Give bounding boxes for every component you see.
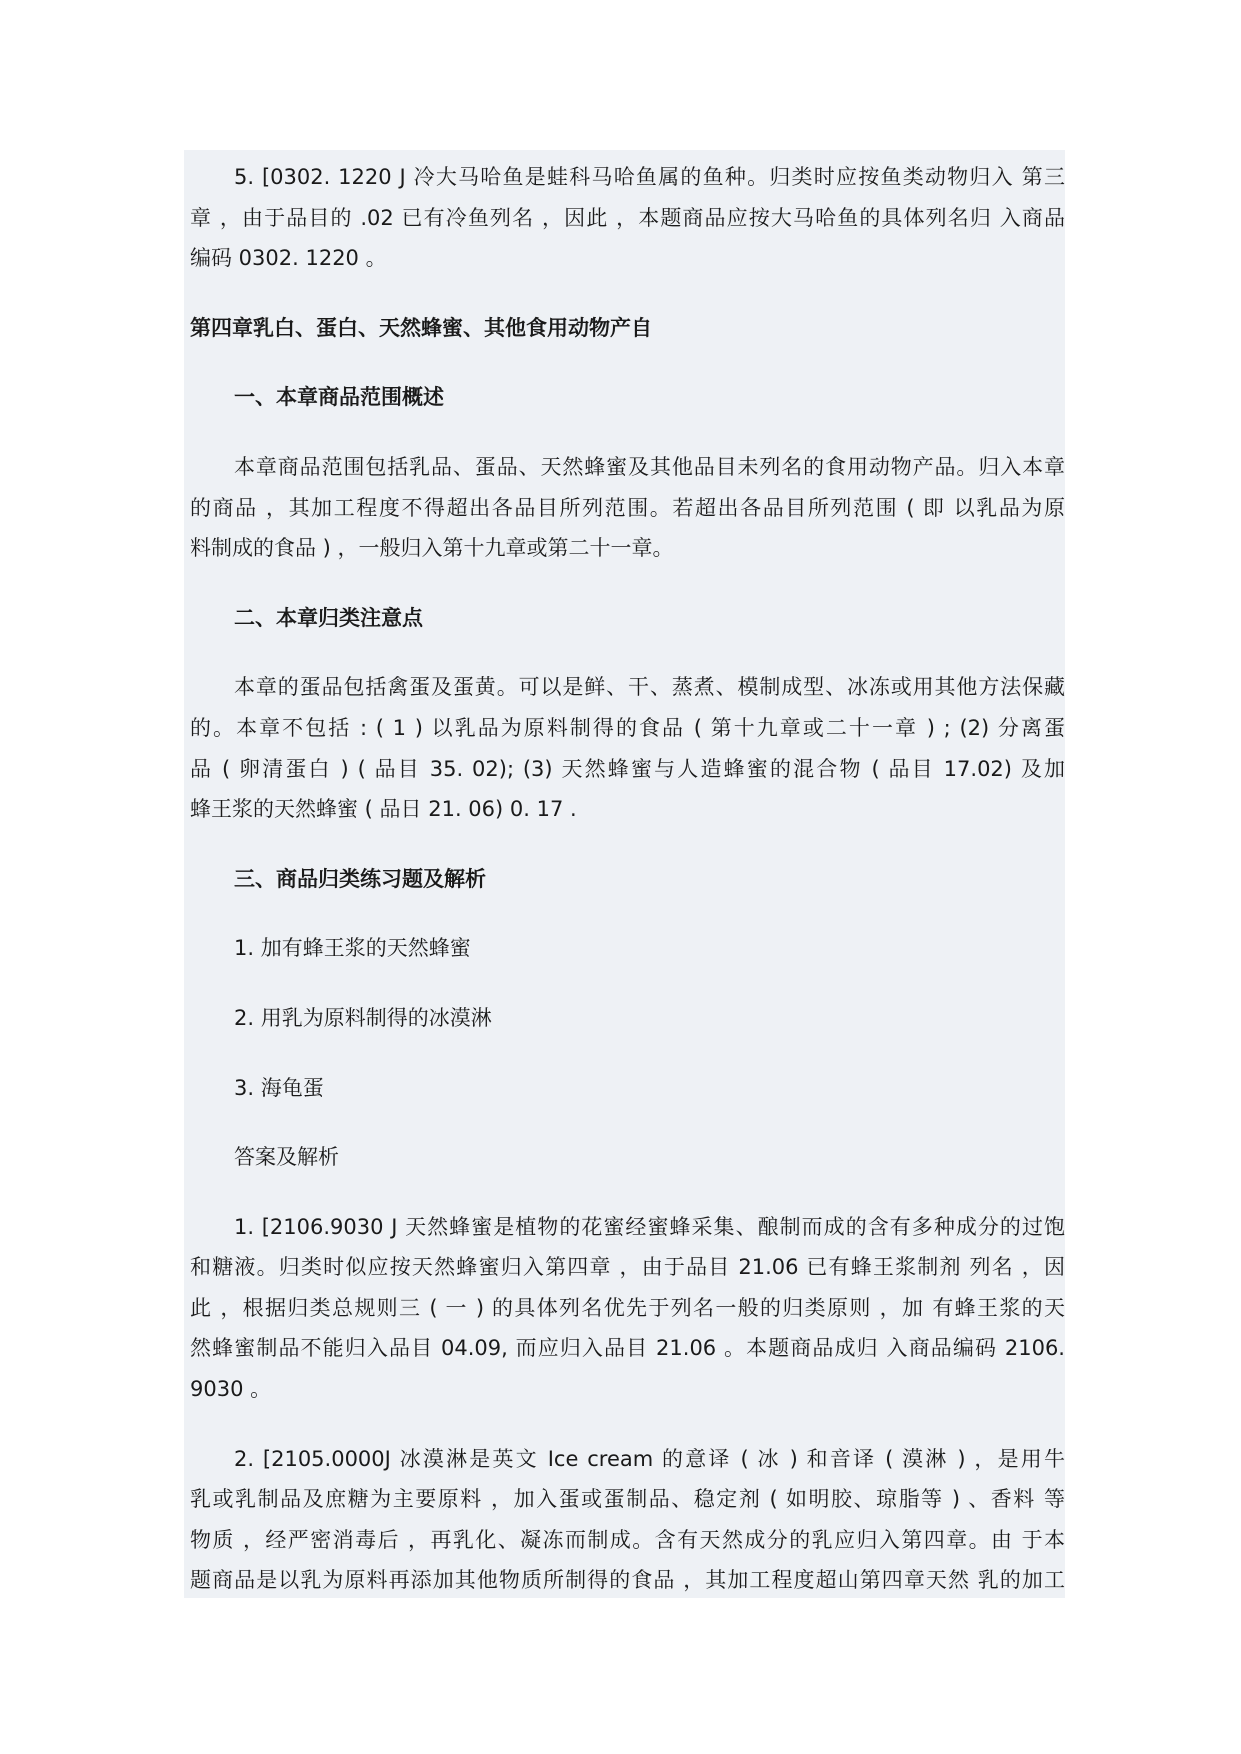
section-heading: 二、本章归类注意点 <box>234 605 423 630</box>
text-line: 料制成的食品 ) ，一般归入第十九章或第二十一章。 <box>190 536 674 561</box>
question-text: 2. 用乳为原料制得的冰漠淋 <box>234 1005 492 1030</box>
text-line: 物质 ，经严密消毒后 ，再乳化、凝冻而制成。含有天然成分的乳应归入第四章。由 于本 <box>190 1527 1065 1552</box>
text-line: 然蜂蜜制品不能归入品目 04.09, 而应归入品目 21.06 。本题商品成归 入商品编码 2106. <box>190 1336 1065 1361</box>
question-item <box>190 1068 1065 1109</box>
chapter-title-paragraph <box>190 308 1065 349</box>
text-line: 题商品是以乳为原料再添加其他物质所制得的食品 ，其加工程度超山第四章天然 乳的加工 <box>190 1568 1065 1593</box>
text-line: 5. [0302. 1220 J 冷大马哈鱼是蛙科马哈鱼属的鱼种。归类时应按鱼类动物归入 第三 <box>234 165 1065 189</box>
answer-1-paragraph <box>190 1207 1065 1410</box>
answers-heading: 答案及解析 <box>234 1145 339 1170</box>
chapter-title: 第四章乳白、蛋白、天然蜂蜜、其他食用动物产自 <box>190 315 652 340</box>
answer-2-paragraph <box>190 1439 1065 1601</box>
section-heading: 三、商品归类练习题及解析 <box>234 866 486 891</box>
question-text: 3. 海龟蛋 <box>234 1075 324 1100</box>
section-2-heading-paragraph <box>190 598 1065 639</box>
section-2-paragraph <box>190 667 1065 829</box>
question-item <box>190 928 1065 969</box>
text-line: 此 ，根据归类总规则三 ( 一 ) 的具体列名优先于列名一般的归类原则 ，加 有蜂王浆的天 <box>190 1295 1065 1320</box>
text-line: 2. [2105.0000J 冰漠淋是英文 Ice cream 的意译 ( 冰 ) 和音译 ( 漠淋 ) ，是用牛 <box>234 1446 1065 1471</box>
text-line: 编码 0302. 1220 。 <box>190 246 387 271</box>
question-item <box>190 998 1065 1039</box>
text-line: 本章商品范围包括乳品、蛋品、天然蜂蜜及其他品目未列名的食用动物产品。归入本章 <box>234 454 1065 479</box>
text-line: 乳或乳制品及庶糖为主要原料 ，加入蛋或蛋制品、稳定剂 ( 如明胶、琼脂等 ) 、香料 等 <box>190 1487 1065 1512</box>
section-heading: 一、本章商品范围概述 <box>234 385 444 410</box>
text-line: 本章的蛋品包括禽蛋及蛋黄。可以是鲜、干、蒸煮、模制成型、冰冻或用其他方法保藏 <box>234 675 1065 700</box>
q5-answer-paragraph <box>190 157 1065 279</box>
answers-heading-paragraph <box>190 1137 1065 1178</box>
section-1-heading-paragraph <box>190 377 1065 418</box>
text-line: 1. [2106.9030 J 天然蜂蜜是植物的花蜜经蜜蜂采集、酿制而成的含有多种成分的过饱 <box>234 1214 1065 1239</box>
text-line: 蜂王浆的天然蜂蜜 ( 品日 21. 06) 0. 17 . <box>190 797 577 822</box>
question-text: 1. 加有蜂王浆的天然蜂蜜 <box>234 936 471 961</box>
text-line: 和糖液。归类时似应按天然蜂蜜归入第四章 ，由于品目 21.06 已有蜂王浆制剂 列名 ，因 <box>190 1255 1065 1280</box>
document-body <box>190 157 1065 1601</box>
text-line: 品 ( 卵清蛋白 ) ( 品目 35. 02); (3) 天然蜂蜜与人造蜂蜜的混合物 ( 品目 17.02) 及加 <box>190 756 1065 781</box>
text-line: 9030 。 <box>190 1377 272 1402</box>
section-3-heading-paragraph <box>190 859 1065 900</box>
text-line: 的。本章不包括 : ( 1 ) 以乳品为原料制得的食品 ( 第十九章或二十一章 ) ; (2) 分离蛋 <box>190 715 1065 740</box>
text-line: 章 ，由于品目的 .02 已有冷鱼列名 ，因此 ，本题商品应按大马哈鱼的具体列名归 入商品 <box>190 205 1065 230</box>
section-1-paragraph <box>190 447 1065 569</box>
text-line: 的商品 ，其加工程度不得超出各品目所列范围。若超出各品目所列范围 ( 即 以乳品为原 <box>190 495 1065 520</box>
